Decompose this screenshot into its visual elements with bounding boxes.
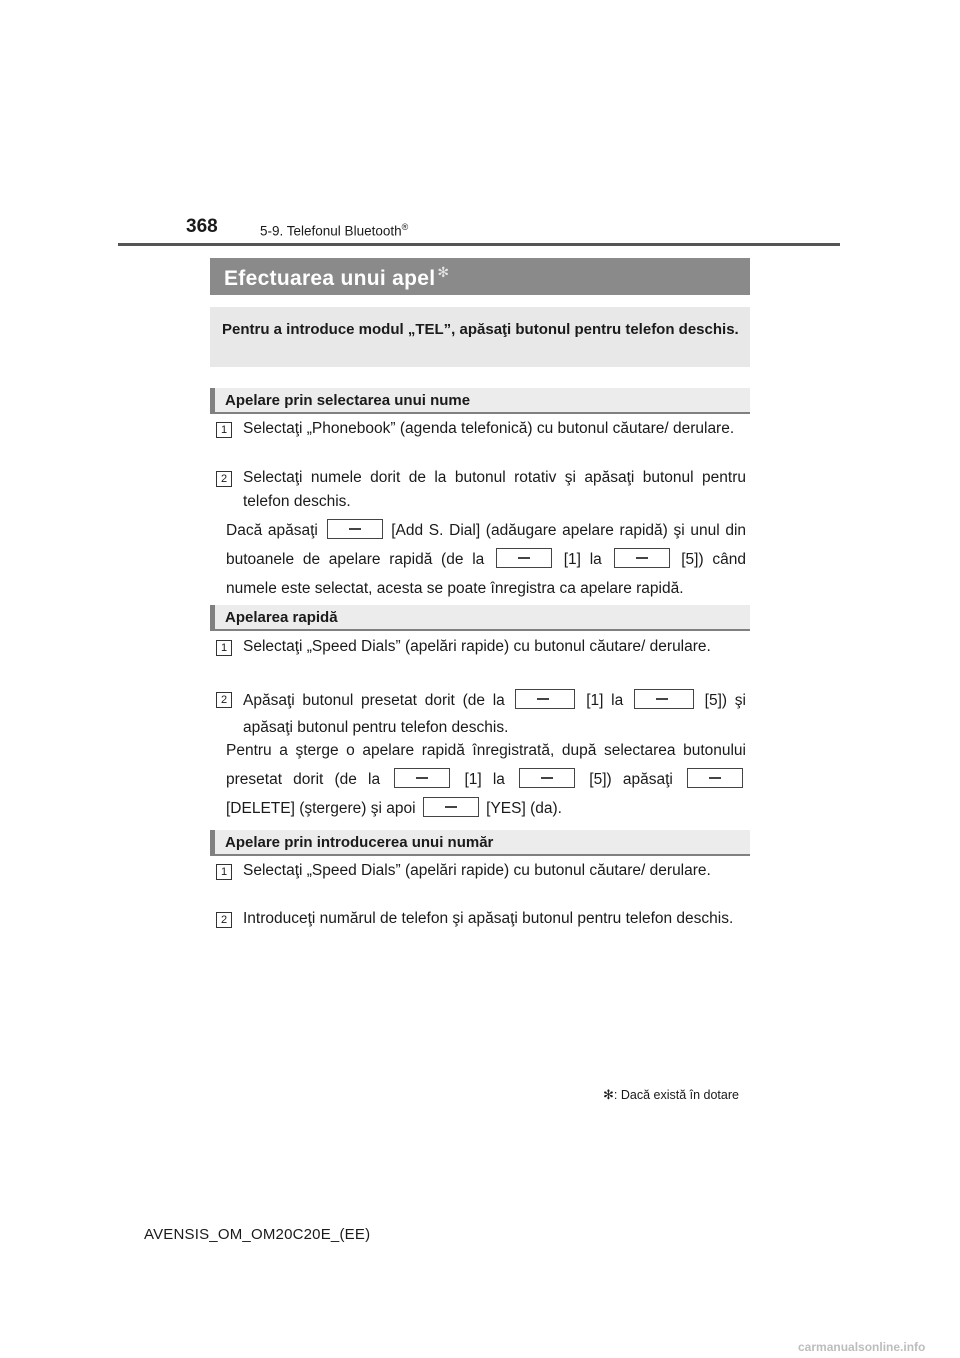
screen-button-icon <box>519 768 575 788</box>
registered-mark: ® <box>401 222 409 232</box>
screen-button-icon <box>496 548 552 568</box>
subheading-select-name: Apelare prin selectarea unui nume <box>210 388 750 414</box>
step-number: 1 <box>216 640 232 656</box>
screen-button-icon <box>423 797 479 817</box>
step-text: Selectaţi „Speed Dials” (apelări rapide) cu butonul căutare/ derulare. <box>243 862 711 879</box>
step-number: 2 <box>216 912 232 928</box>
screen-button-icon <box>634 689 694 709</box>
screen-button-icon <box>515 689 575 709</box>
optional-marker: ✻ <box>603 1087 614 1102</box>
screen-button-icon <box>614 548 670 568</box>
page-number: 368 <box>186 216 218 237</box>
subheading-speed-dial: Apelarea rapidă <box>210 605 750 631</box>
optional-marker: ✻ <box>437 264 450 280</box>
note-paragraph: Pentru a şterge o apelare rapidă înregistrată, după selectarea butonului presetat dorit (de la [1] la [5]) apăsaţi [DELETE] (ştergere) şi apoi [YES] (da). <box>226 742 746 817</box>
intro-text: Pentru a introduce modul „TEL”, apăsaţi butonul pentru telefon deschis. <box>222 321 739 338</box>
screen-button-icon <box>687 768 743 788</box>
footer-model-code: AVENSIS_OM_OM20C20E_(EE) <box>144 1226 371 1243</box>
intro-box <box>210 307 750 367</box>
step-text: Introduceţi numărul de telefon şi apăsaţi butonul pentru telefon deschis. <box>243 910 734 927</box>
note-paragraph: Dacă apăsaţi [Add S. Dial] (adăugare apelare rapidă) şi unul din butoanele de apelare rapidă (de la [1] la [5]) când numele este selectat, acesta se poate înregistra ca apelare rapidă. <box>226 516 746 603</box>
screen-button-icon <box>394 768 450 788</box>
section-title: 5-9. Telefonul Bluetooth® <box>260 222 409 239</box>
step-number: 1 <box>216 422 232 438</box>
step-text: Selectaţi numele dorit de la butonul rotativ şi apăsaţi butonul pentru telefon deschis. <box>243 469 746 510</box>
step-number: 1 <box>216 864 232 880</box>
step-text: Apăsaţi butonul presetat dorit (de la [1] la [5]) şi apăsaţi butonul pentru telefon deschis. <box>243 687 746 741</box>
header-rule <box>118 243 840 246</box>
step-number: 2 <box>216 692 232 708</box>
page-title-bar <box>210 258 750 295</box>
step-text: Selectaţi „Phonebook” (agenda telefonică) cu butonul căutare/ derulare. <box>243 420 735 437</box>
step-number: 2 <box>216 471 232 487</box>
screen-button-icon <box>327 519 383 539</box>
step-text: Selectaţi „Speed Dials” (apelări rapide) cu butonul căutare/ derulare. <box>243 638 711 655</box>
footnote: ✻: Dacă există în dotare <box>603 1087 739 1102</box>
watermark: carmanualsonline.info <box>798 1340 926 1354</box>
page-title: Efectuarea unui apel ✻ <box>224 264 450 290</box>
subheading-enter-number: Apelare prin introducerea unui număr <box>210 830 750 856</box>
